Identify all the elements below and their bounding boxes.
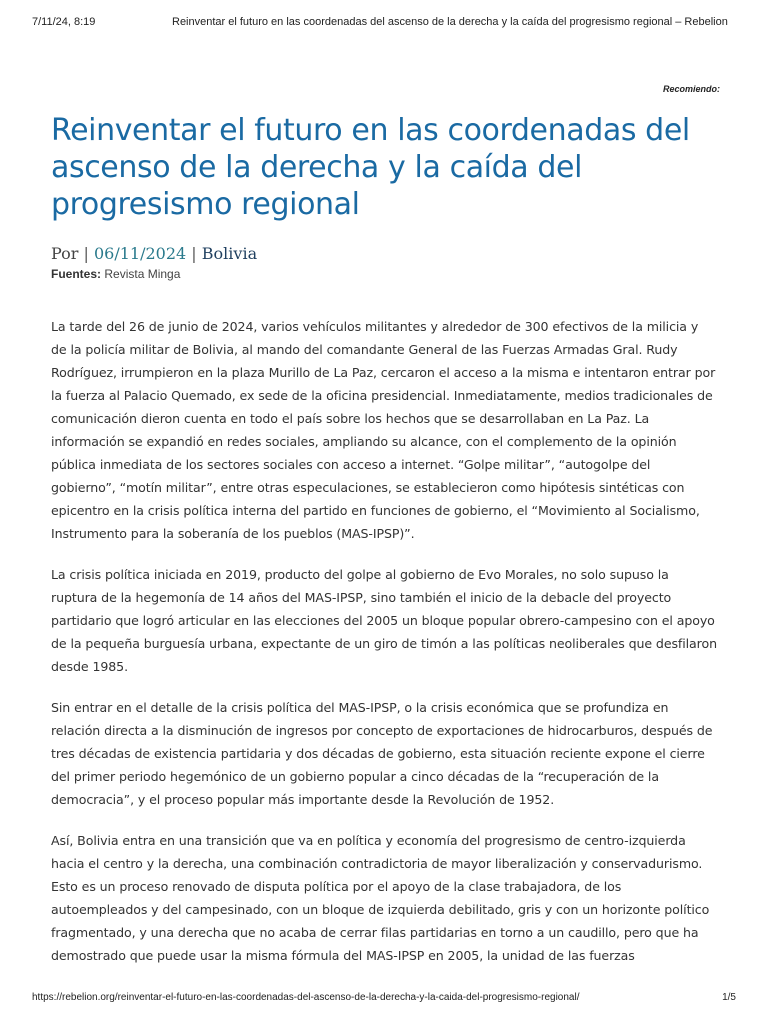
article-title: Reinventar el futuro en las coordenadas del ascenso de la derecha y la caída del progresismo regional	[51, 113, 690, 222]
print-url: https://rebelion.org/reinventar-el-futuro-en-las-coordenadas-del-ascenso-de-la-derecha-y-la-caida-del-progresismo-regional/	[32, 992, 580, 1003]
article	[51, 84, 720, 985]
author-label: Por	[51, 244, 79, 263]
meta-separator: |	[83, 244, 89, 263]
recommend-label: Recomiendo:	[662, 84, 720, 94]
article-date-link[interactable]: 06/11/2024	[93, 244, 187, 263]
meta-separator: |	[191, 244, 197, 263]
print-footer	[32, 992, 736, 1006]
article-paragraph: Así, Bolivia entra en una transición que va en política y economía del progresismo de centro-izquierda hacia el centro y la derecha, una combinación contradictoria de mayor liberalización y conservadurismo. Esto es un proceso renovado de disputa política por el apoyo de la clase trabajadora, de los autoempleados y del campesinado, con un bloque de izquierda debilitado, gris y con un horizonte político fragmentado, y una derecha que no acaba de cerrar filas partidarias en torno a un caudillo, pero que ha demostrado que puede usar la misma fórmula del MAS-IPSP en 2005, la unidad de las fuerzas	[51, 833, 710, 963]
print-document-title: Reinventar el futuro en las coordenadas del ascenso de la derecha y la caída del progresismo regional – Rebelion	[172, 16, 728, 28]
print-header	[32, 16, 736, 32]
article-body	[51, 315, 717, 967]
article-paragraph: Sin entrar en el detalle de la crisis política del MAS-IPSP, o la crisis económica que se profundiza en relación directa a la disminución de ingresos por concepto de exportaciones de hidrocarburos, después de tres décadas de existencia partidaria y dos décadas de gobierno, esta situación reciente expone el cierre del primer periodo hegemónico de un gobierno popular a cinco décadas de la “recuperación de la democracia”, y el proceso popular más importante desde la Revolución de 1952.	[51, 700, 713, 807]
sources-label: Fuentes:	[51, 267, 102, 281]
article-meta	[51, 244, 717, 263]
article-paragraph: La crisis política iniciada en 2019, producto del golpe al gobierno de Evo Morales, no solo supuso la ruptura de la hegemonía de 14 años del MAS-IPSP, sino también el inicio de la debacle del proyecto partidario que logró articular en las elecciones del 2005 un bloque popular obrero-campesino con el apoyo de la pequeña burguesía urbana, expectante de un giro de timón a las políticas neoliberales que desfilaron desde 1985.	[51, 567, 717, 674]
page-number: 1/5	[722, 992, 736, 1003]
article-sources	[51, 267, 717, 281]
print-date: 7/11/24, 8:19	[32, 16, 96, 28]
article-category-link[interactable]: Bolivia	[201, 244, 258, 263]
article-paragraph: La tarde del 26 de junio de 2024, varios vehículos militantes y alrededor de 300 efectivos de la milicia y de la policía militar de Bolivia, al mando del comandante General de las Fuerzas Armadas Gral. Rudy Rodríguez, irrumpieron en la plaza Murillo de La Paz, cercaron el acceso a la misma e intentaron entrar por la fuerza al Palacio Quemado, ex sede de la oficina presidencial. Inmediatamente, medios tradicionales de comunicación dieron cuenta en todo el país sobre los hechos que se desarrollaban en La Paz. La información se expandió en redes sociales, ampliando su alcance, con el complemento de la opinión pública inmediata de los sectores sociales con acceso a internet. “Golpe militar”, “autogolpe del gobierno”, “motín militar”, entre otras especulaciones, se establecieron como hipótesis sintéticas con epicentro en la crisis política interna del partido en funciones de gobierno, el “Movimiento al Socialismo, Instrumento para la soberanía de los pueblos (MAS-IPSP)”.	[51, 319, 716, 541]
sources-value: Revista Minga	[104, 267, 181, 281]
